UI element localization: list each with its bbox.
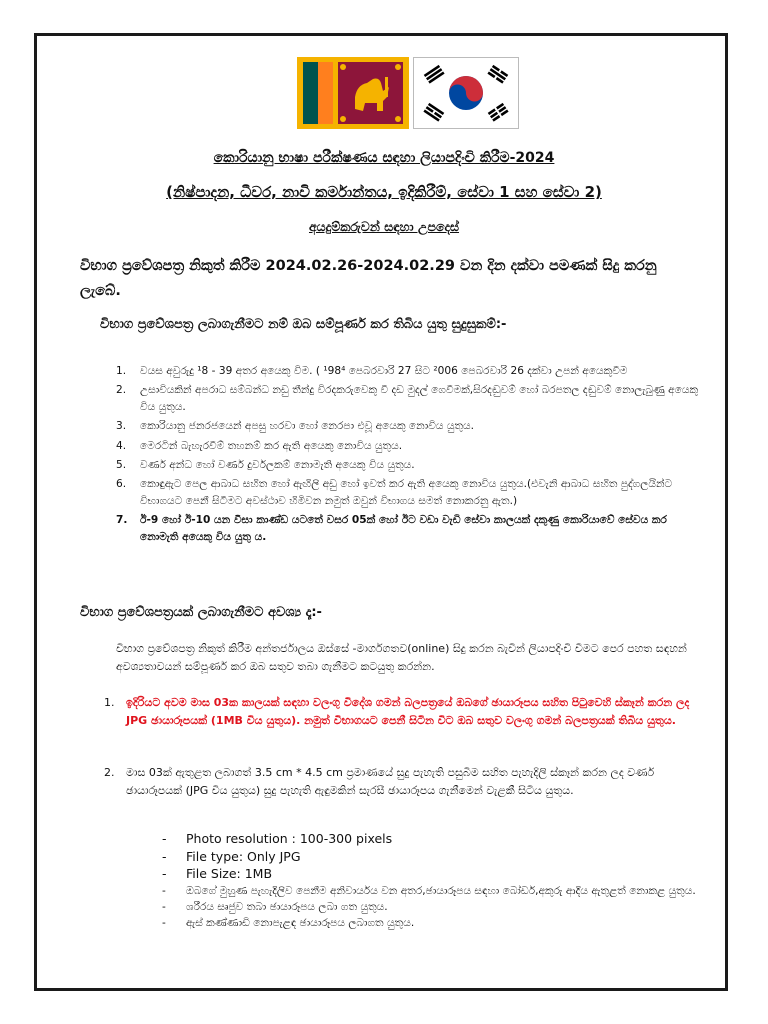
south-korea-flag	[413, 57, 519, 129]
list-item	[116, 457, 706, 473]
document-subtitle: (නිෂ්පාදන, ධීවර, නාවි කර්මාන්තය, ඉදිකිරීම්, සේවා 1 සහ සේවා 2)	[166, 183, 602, 201]
list-item-text: ඉදිරියට අවම මාස 03ක කාලයක් සඳහා වලංගු විදේශ ගමන් බලපත්‍රයේ ඔබගේ ඡායාරූපය සහිත පිටුවෙහි ස්කෑන් කරන ලද JPG ඡායාරූපයක් (1MB විය යුතුය). නමුත් විභාගයට පෙනී සිටින විට ඔබ සතුව වලංගු ගමන් බලපත්‍රයක් තිබිය යුතුය.	[126, 696, 690, 727]
list-item	[162, 883, 710, 899]
list-number: 7.	[116, 514, 128, 527]
dash-bullet: -	[162, 916, 166, 929]
list-item	[116, 476, 706, 509]
list-item	[116, 418, 706, 434]
list-item-text: ඔබගේ මුහුණ පැහැදිලිව පෙනීම අනිවාර්යය වන අතර,ඡායාරූපය සඳහා බෝඩර්,අකුරු ආදිය ඇතුළත් නොකළ යුතුය.	[186, 884, 696, 897]
document-title: කොරියානු භාෂා පරීක්ෂණය සඳහා ලියාපදිංචි කිරීම-2024	[213, 150, 555, 166]
dash-bullet: -	[162, 831, 167, 846]
requirements-heading: විභාග ප්‍රවේශපත්‍ර ලබාගැනීමට නම් ඔබ සම්පූර්ණ කර තිබිය යුතු සුදුසුකම්:-	[100, 317, 507, 332]
flags	[297, 57, 521, 129]
list-number: 1.	[116, 365, 127, 377]
dash-bullet: -	[162, 884, 166, 897]
list-item	[162, 865, 710, 883]
list-number: 6.	[116, 478, 127, 491]
list-item-text: කොරියානු ජනරජයෙන් අපසු හරවා හෝ නෙරපා එවූ අයෙකු නොවිය යුතුය.	[140, 420, 475, 433]
dash-bullet: -	[162, 866, 167, 881]
list-item	[104, 694, 708, 730]
sri-lanka-flag-icon	[297, 57, 409, 129]
requirements-list	[116, 363, 706, 548]
list-item-text: ඇස් කණ්ණාඩි නොපැළඳ ඡායාරූපය ලබාගත යුතුය.	[186, 916, 415, 929]
list-item-text: උසාවියකින් අපරාධ සම්බන්ධ නඩු තීන්දු විරදකරුවෙකු වී දඩ මුදල් ගෙවීමක්,සිරදඬුවම් හෝ බරපතල දඬුවම් නොලැබුණු අයෙකු විය යුතුය.	[140, 384, 699, 413]
issue-notice: විභාග ප්‍රවේශපත්‍ර නිකුත් කිරීම 2024.02.26-2024.02.29 වන දින දක්වා පමණක් සිදු කරනු ලැබේ.	[80, 258, 657, 299]
dash-bullet: -	[162, 900, 166, 913]
list-item-text: මෙරටින් බැහැරවීම් තහනම් කර ඇති අයෙකු නොවිය යුතුය.	[140, 439, 403, 452]
list-number: 5.	[116, 459, 127, 472]
list-item-text: වර්ණ අන්ධ හෝ වර්ණ දුර්වලකම් නොමැති අයෙකු විය යුතුය.	[140, 459, 415, 472]
list-number: 2.	[116, 384, 127, 397]
list-item	[116, 512, 706, 545]
list-number: 2.	[104, 766, 115, 779]
list-item-text: ඊ-9 හෝ ඊ-10 යන වීසා කාණ්ඩ යටතේ වසර 05ක් හෝ ඊට වඩා වැඩි සේවා කාලයක් දකුණු කොරියාවේ සේවය කර නොමැති අයෙකු විය යුතු ය.	[140, 514, 667, 543]
list-number: 1.	[104, 696, 115, 709]
list-item-text: කොඳුඇට පෙල ආබාධ සහිත හෝ ඇඟිලි අඩු හෝ ඉවත් කර ඇති අයෙකු නොවිය යුතුය.(එවැනි ආබාධ සහිත පුද්ගලයින්ට විභාගයට පෙනී සිටීමට අවස්ථාව හිමිවන නමුත් ඔවුන් විභාගය සමත් නොකරනු ඇත.)	[140, 478, 673, 507]
list-item-text: File Size: 1MB	[186, 866, 273, 881]
photo-spec-list	[162, 830, 710, 931]
south-korea-flag-icon	[414, 58, 518, 128]
list-number: 3.	[116, 420, 127, 433]
dash-bullet: -	[162, 848, 167, 864]
list-item-text: File type: Only JPG	[186, 848, 301, 864]
list-item-text: වයස අවුරුදු ¹8 - 39 අතර අයෙකු විම. ( ¹98⁴ පෙබරවාරි 27 සිට ²006 පෙබරවාරි 26 දක්වා උපන් අයෙකුවීම	[140, 365, 628, 377]
list-number: 4.	[116, 439, 127, 452]
list-item	[162, 830, 710, 848]
list-item	[162, 899, 710, 915]
list-item-text: Photo resolution : 100-300 pixels	[186, 831, 393, 846]
list-item	[116, 438, 706, 454]
list-item	[162, 915, 710, 931]
list-item-text: ශරීරය සෘජුව තබා ඡායාරූපය ලබා ගත යුතුය.	[186, 900, 388, 913]
list-item	[116, 363, 706, 379]
list-item-text: මාස 03ක් ඇතුළත ලබාගත් 3.5 cm * 4.5 cm ප්‍රමාණයේ සුදු පැහැති පසුබිම සහිත පැහැදිලි ස්කෑන් කරන ලද වර්ණ ඡායාරූපයක් (JPG විය යුතුය) සුදු පැහැති ඇඳුමකින් සැරසී ඡායාරූපය ගැනීමෙන් වැළකී සිටිය යුතුය.	[126, 766, 655, 797]
online-intro: විභාග ප්‍රවේශපත්‍ර නිකුත් කිරීම අන්තර්ජාලය ඔස්සේ -මාර්ගගතව(online) සිදු කරන බැවින් ලියාපදිංචි වීමට පෙර පහත සඳහන් අවශ්‍යතාවයන් සම්පූර්ණ කර ඔබ සතුව තබා ගැනීමට කටයුතු කරන්න.	[116, 642, 687, 673]
advice-title: අයදුම්කරුවන් සඳහා උපදෙස්	[308, 219, 460, 234]
list-item	[116, 382, 706, 415]
list-item	[162, 848, 710, 866]
list-item	[104, 764, 708, 800]
documents-heading: විභාග ප්‍රවේශපත්‍රයක් ලබාගැනීමට අවශ්‍ය දෑ:-	[80, 605, 322, 620]
sri-lanka-flag	[297, 57, 409, 129]
